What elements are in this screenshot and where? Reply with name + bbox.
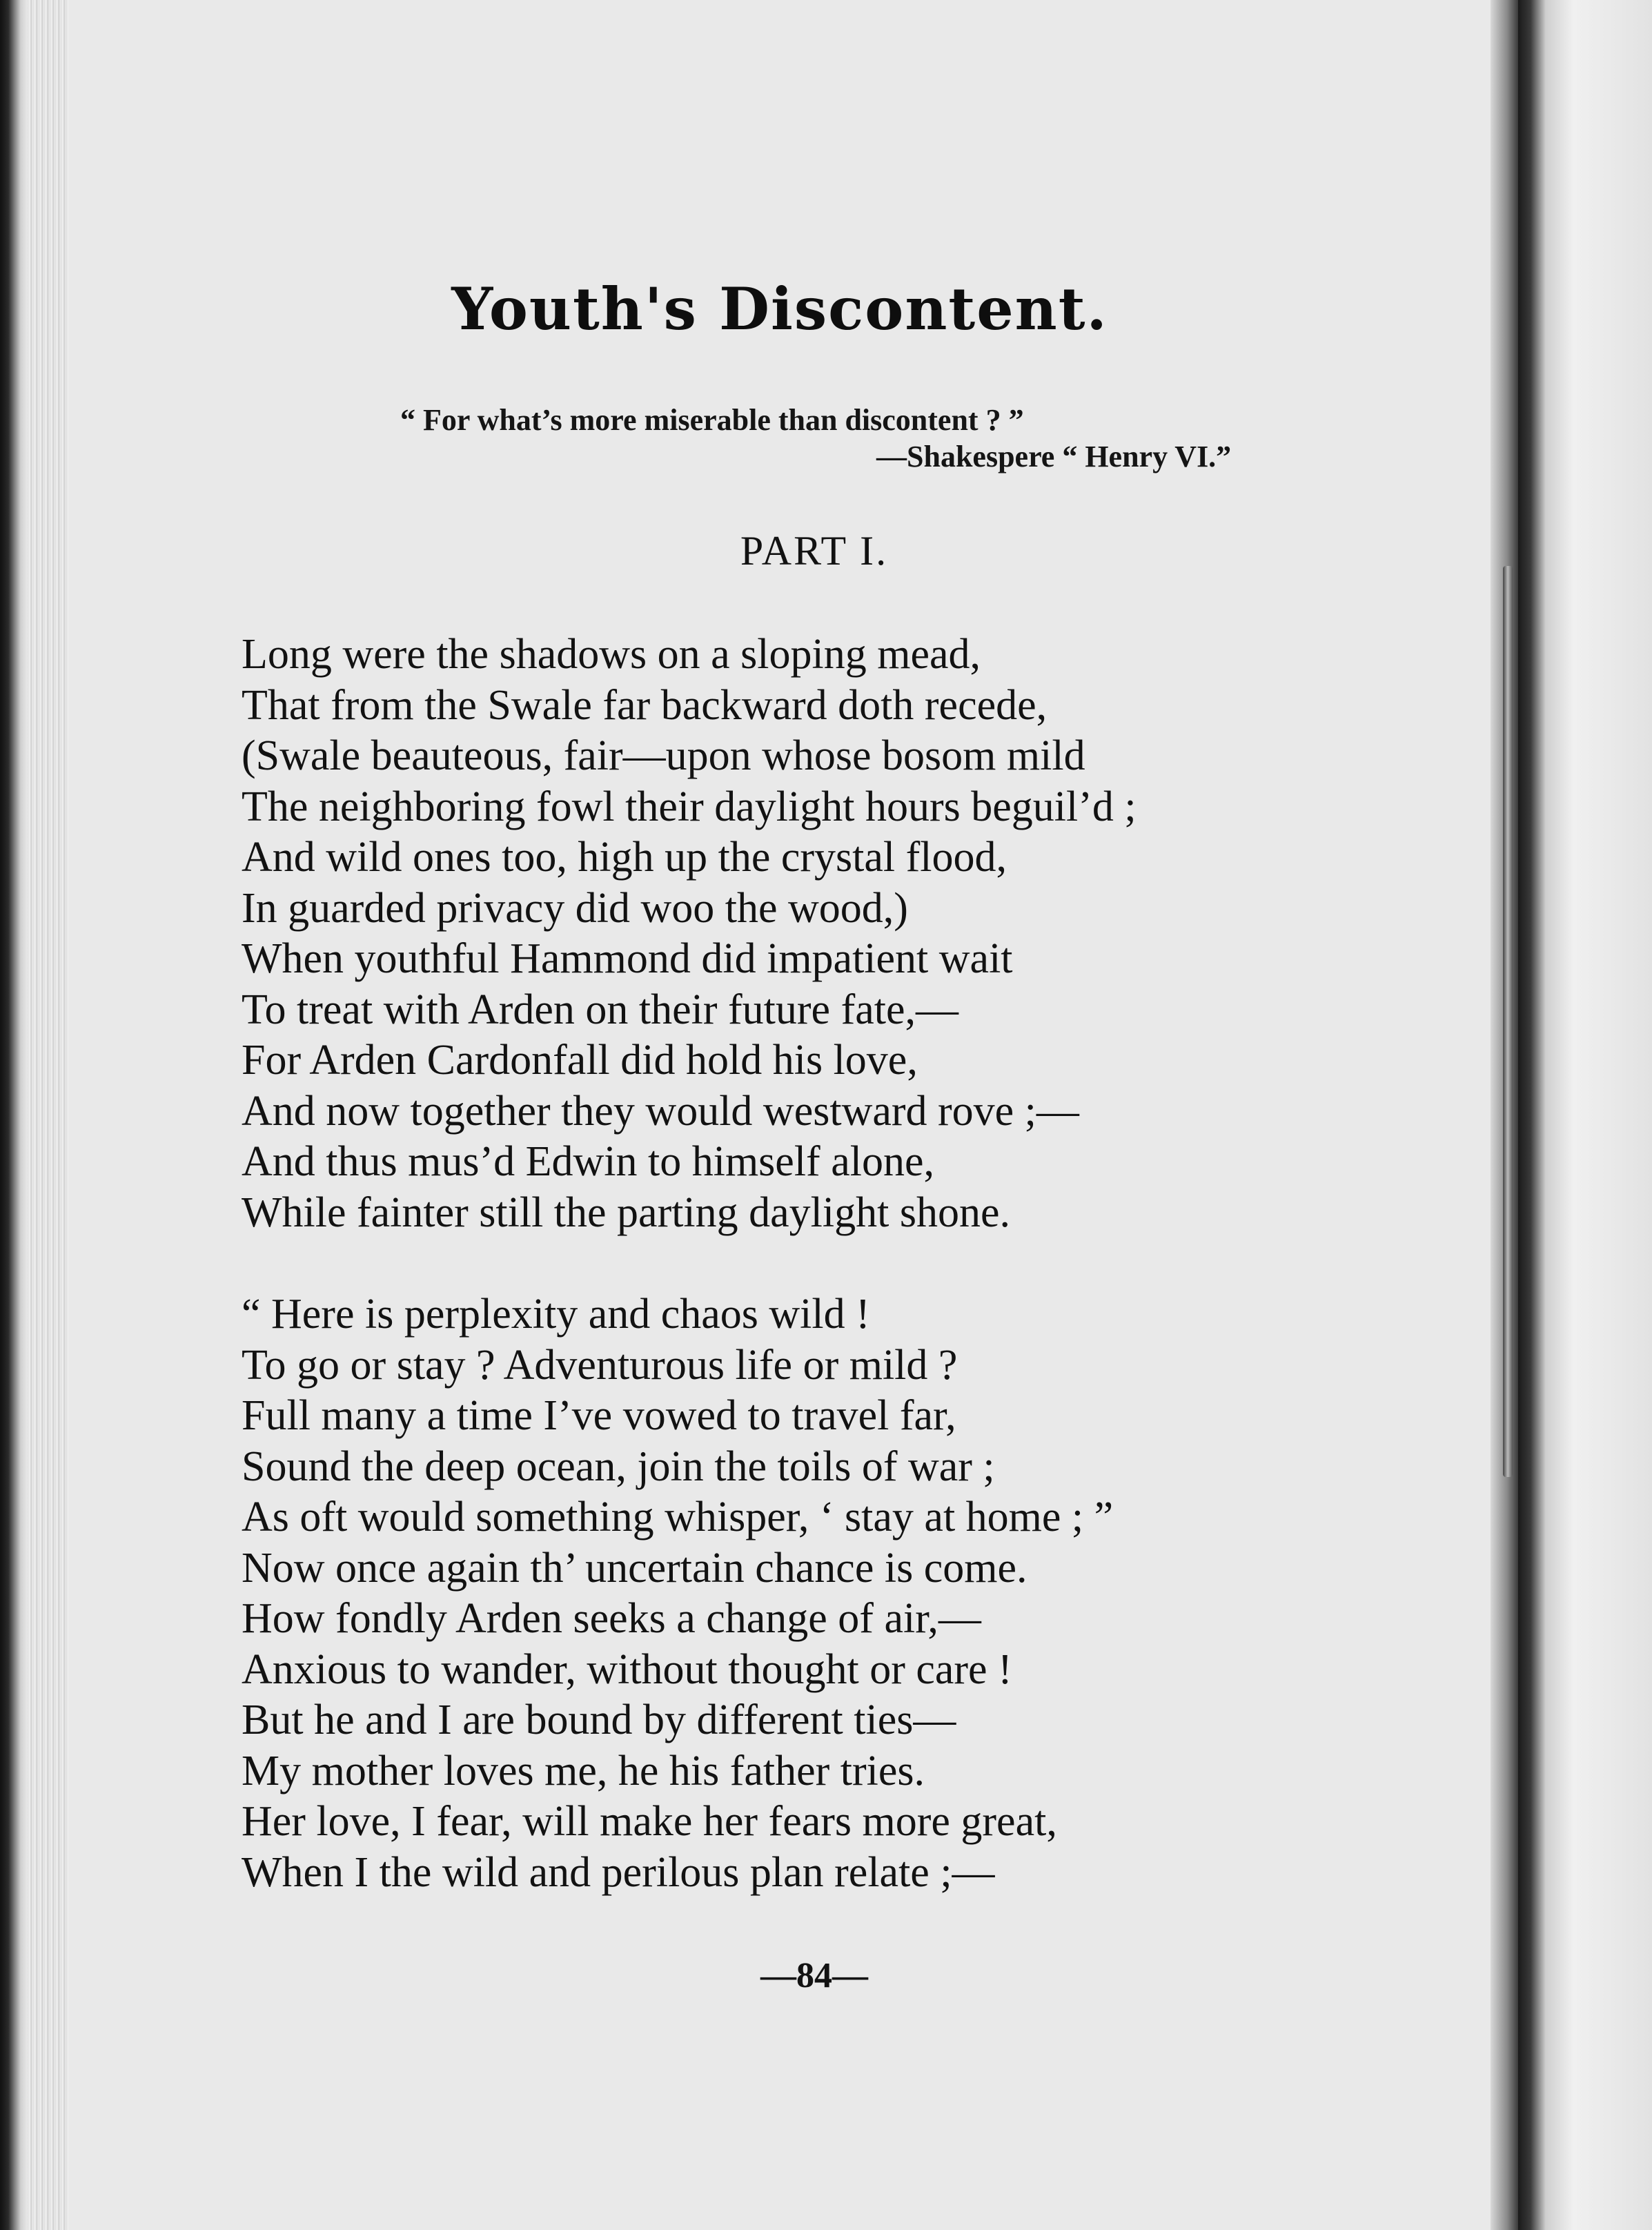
poem-line: While fainter still the parting daylight shone. <box>242 1189 1011 1236</box>
poem-line: The neighboring fowl their daylight hours beguil’d ; <box>242 783 1137 830</box>
page-number: —84— <box>760 1956 868 1995</box>
poem-line: Sound the deep ocean, join the toils of war ; <box>242 1442 995 1490</box>
poem-line: And wild ones too, high up the crystal flood, <box>242 834 1007 881</box>
poem-line: To treat with Arden on their future fate,— <box>242 986 958 1033</box>
stanza <box>242 1289 1113 1898</box>
book-spine-right <box>1518 0 1652 2230</box>
page-stack-left <box>28 0 69 2230</box>
poem-line: For Arden Cardonfall did hold his love, <box>242 1037 918 1084</box>
poem-line: And thus mus’d Edwin to himself alone, <box>242 1138 934 1185</box>
poem-title: Youth's Discontent. <box>451 275 1108 343</box>
book-cover-edge-left <box>0 0 28 2230</box>
poem-line: And now together they would westward rove ;— <box>242 1087 1079 1135</box>
poem-line: When I the wild and perilous plan relate ;— <box>242 1848 995 1896</box>
poem-line: In guarded privacy did woo the wood,) <box>242 884 908 932</box>
poem-line: Full many a time I’ve vowed to travel far, <box>242 1392 956 1439</box>
poem-line: As oft would something whisper, ‘ stay at home ; ” <box>242 1494 1114 1541</box>
poem-line: When youthful Hammond did impatient wait <box>242 935 1013 982</box>
poem-line: Long were the shadows on a sloping mead, <box>242 631 981 678</box>
poem-line: My mother loves me, he his father tries. <box>242 1747 925 1794</box>
poem-line: How fondly Arden seeks a change of air,— <box>242 1595 981 1642</box>
poem-line: Now once again th’ uncertain chance is come. <box>242 1544 1027 1592</box>
poem-line: To go or stay ? Adventurous life or mild ? <box>242 1341 958 1389</box>
poem-line: That from the Swale far backward doth recede, <box>242 681 1048 729</box>
part-heading: PART I. <box>740 528 889 574</box>
poem-line: “ Here is perplexity and chaos wild ! <box>242 1291 870 1338</box>
poem-line: But he and I are bound by different ties— <box>242 1696 956 1743</box>
bookmark-ribbon <box>1503 566 1513 1477</box>
epigraph-quote: “ For what’s more miserable than discontent ? ” <box>400 403 1024 437</box>
poem-line: Anxious to wander, without thought or care ! <box>242 1645 1012 1693</box>
poem-line: Her love, I fear, will make her fears more great, <box>242 1798 1057 1845</box>
poem-line: (Swale beauteous, fair—upon whose bosom mild <box>242 732 1085 779</box>
epigraph-attribution: —Shakespere “ Henry VI.” <box>876 440 1232 473</box>
stanza <box>242 629 1137 1238</box>
